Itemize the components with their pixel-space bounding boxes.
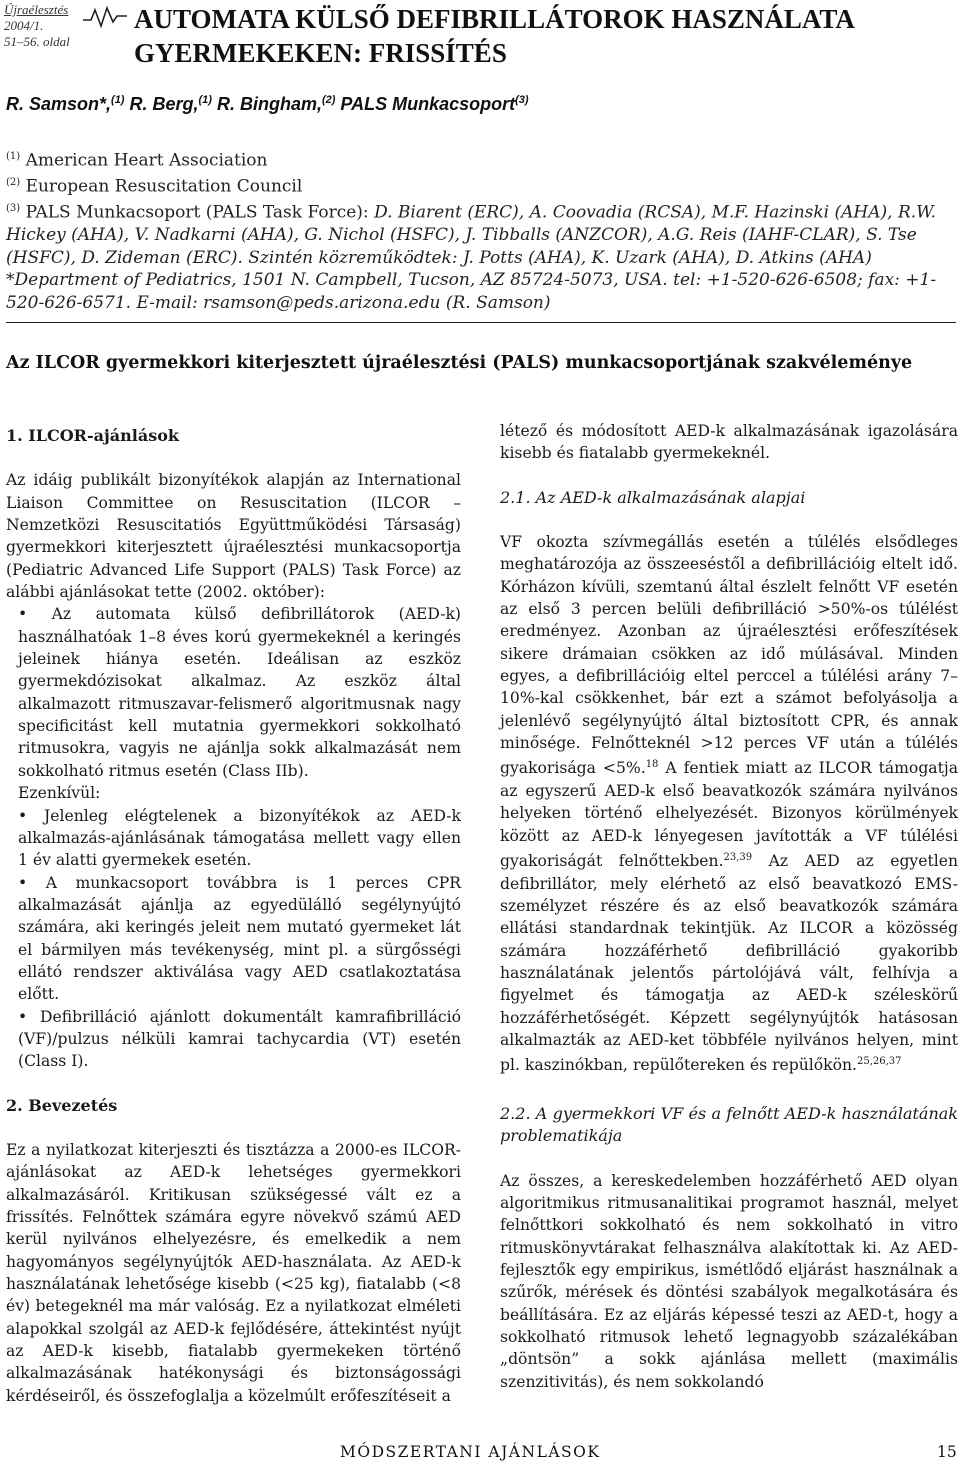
correspondence-address: *Department of Pediatrics, 1501 N. Campbell, Tucson, AZ 85724-5073, USA. (6, 270, 674, 291)
paragraph (500, 531, 958, 1077)
author-4-affiliation: (3) (515, 94, 529, 106)
paragraph: Az összes, a kereskedelemben hozzáférhető AED olyan algoritmikus ritmusanalitikai programot használ, melyet felnőttkori sokkolható és nem sokkolható in vitro ritmuskönyvtárakat felhasználva alakítottak ki. Az AED-fejlesztők egy empirikus, ismétlődő eljárást használnak a szűrők, mérések és döntési szabályok megalkotására és beállítására. Ez az eljárás képessé teszi az AED-t, hogy a sokkolható ritmusok lehető legnagyobb százalékában „döntsön” a sokk ajánlása mellett (maximális szenzitivitás), és nem sokkolandó (500, 1171, 958, 1391)
author-3: R. Bingham, (211, 94, 322, 114)
section-heading-2: 2. Bevezetés (6, 1095, 118, 1115)
left-column (6, 425, 461, 1407)
reference-marker: 23,39 (723, 852, 753, 864)
paragraph: Az idáig publikált bizonyítékok alapján az International Liaison Committee on Resuscitation (ILCOR – Nemzetközi Resuscitatiós Együttműködési Társaság) gyermekkori kiterjesztett újraélesztési munkacsoportja (Pediatric Advanced Life Support (PALS) Task Force) az alábbi ajánlásokat tette (2002. október): (6, 471, 461, 602)
bullet-item: • A munkacsoport továbbra is 1 perces CPR alkalmazását ajánlja az egyedülálló segélynyújtó számára, aki keringés jeleit nem mutató gyermeket lát el bármilyen más tevékenység, mint pl. a sürgősségi ellátó rendszer aktiválása vagy AED csatlakoztatása előtt. (6, 872, 461, 1006)
journal-name: Újraélesztés (4, 2, 69, 17)
reference-marker: 18 (645, 759, 659, 771)
author-2-affiliation: (1) (198, 94, 212, 106)
task-force-members: D. Biarent (ERC), A. Coovadia (RCSA), M.F. Hazinski (AHA), R.W. Hickey (AHA), V. Nadkarni (AHA), G. Nichol (HSFC), J. Tibballs (ANZCOR), A.G. Reis (IAHF-CLAR), S. Tse (HSFC), D. Zideman (ERC). Szintén közreműködtek: J. Potts (AHA), K. Uzark (AHA), D. Atkins (AHA) (6, 202, 937, 268)
affiliation-2-text: European Resuscitation Council (20, 176, 303, 197)
affiliation-3 (6, 198, 956, 269)
paragraph-text: Az AED az egyetlen defibrillátor, mely elérhető az első beavatkozó EMS-személyzet részére és az első beavatkozók számára ellátási standardnak tekintjük. Az ILCOR a közösség számára hozzáférhető defibrilláció gyakoribb használatának jelentős pártolójává vált, felhívja a figyelmet és támogatja az AED-k széleskörű hozzáférhetőségét. Képzett segélynyújtók hatásosan alkalmazták az AED-ket többféle nyilvános helyen, mint pl. kaszinókban, repülőtereken és repülőkön. (500, 852, 958, 1075)
subsection-heading-2-2: 2.2. A gyermekkori VF és a felnőtt AED-k használatának problematikája (500, 1103, 958, 1146)
title-line-1: AUTOMATA KÜLSŐ DEFIBRILLÁTOROK HASZNÁLATA (134, 4, 855, 34)
right-column (500, 420, 958, 1393)
section-heading-1: 1. ILCOR-ajánlások (6, 426, 179, 445)
author-1-affiliation: (1) (111, 94, 125, 106)
bullet-item: • Jelenleg elégtelenek a bizonyítékok az AED-k alkalmazás-ajánlásának támogatása mellett vagy ellen 1 év alatti gyermekek esetén. (6, 805, 461, 872)
paragraph: Ez a nyilatkozat kiterjeszti és tisztázza a 2000-es ILCOR-ajánlásokat az AED-k lehetséges gyermekkori alkalmazásáról. Kritikusan szükségessé vált ez a frissítés. Felnőttek számára egyre növekvő számú AED kerül nyilvános elhelyezésre, és emelkedik a nem hagyományos segélynyújtók AED-használata. Az AED-k használatának lehetősége kisebb (<25 kg), fiatalabb (<8 év) betegeknél ma már valóság. Ez a nyilatkozat elméleti alapokkal szolgál az AED-k fejlődésére, áttekintést nyújt az AED-k kisebb, fiatalabb gyermekeken történő alkalmazásának hatékonysági és biztonságossági kérdéseiről, és összefoglalja a közelmúlt erőfeszítéseit a (6, 1140, 461, 1405)
journal-citation (4, 2, 86, 50)
author-1: R. Samson*, (6, 94, 112, 114)
affiliation-1-text: American Heart Association (20, 150, 268, 171)
author-2: R. Berg, (124, 94, 199, 114)
paragraph: Ezenkívül: (18, 784, 101, 803)
affiliation-2-marker: (2) (6, 177, 21, 189)
affiliation-3-marker: (3) (6, 203, 21, 215)
affiliation-3-text: PALS Munkacsoport (PALS Task Force): (20, 202, 375, 223)
bullet-item: • Defibrilláció ajánlott dokumentált kamrafibrilláció (VF)/pulzus nélküli kamrai tachycardia (VT) esetén (Class I). (6, 1006, 461, 1073)
affiliation-1-marker: (1) (6, 151, 21, 162)
reference-marker: 25,26,37 (857, 1056, 902, 1068)
subsection-heading-2-1: 2.1. Az AED-k alkalmazásának alapjai (500, 487, 806, 507)
paragraph-text: VF okozta szívmegállás esetén a túlélés elsődleges meghatározója az összeeséstől a defibrillációig eltelt idő. Kórházon kívüli, szemtanú által észlelt felnőtt VF esetén az első 3 percen belüli defibrilláció >50%-os túlélést eredményez. Azonban az újraélesztési erőfeszítések sikere drámaian csökken az idő múlásával. Minden egyes, a defibrillációig eltel perccel a túlélési arány 7–10%-kal csökkenhet, bár ezt a számot befolyásolja a jelenlévő segélynyújtó által biztosított CPR, és annak minősége. Felnőtteknél >12 perces VF után a túlélés gyakorisága <5%. (500, 533, 958, 778)
header-divider (6, 322, 956, 323)
journal-pages: 51–56. oldal (4, 34, 70, 49)
correspondence-contact: tel: +1-520-626-6508; fax: +1-520-626-6571. E-mail: rsamson@peds.arizona.edu (R. Samson) (6, 270, 937, 313)
author-4: PALS Munkacsoport (335, 94, 516, 114)
journal-volume: 2004/1. (4, 18, 44, 33)
page-number: 15 (937, 1443, 957, 1461)
affiliations (6, 146, 956, 314)
affiliation-1 (6, 146, 956, 172)
paragraph: létező és módosított AED-k alkalmazásának igazolására kisebb és fiatalabb gyermekeknél. (500, 422, 958, 463)
article-subtitle: Az ILCOR gyermekkori kiterjesztett újraélesztési (PALS) munkacsoportjának szakvéleménye (6, 353, 913, 373)
bullet-item: • Az automata külső defibrillátorok (AED-k) használhatóak 1–8 éves korú gyermekeknél a keringés jeleinek hiánya esetén. Ideálisan az eszköz gyermekdózisokat alkalmaz. Az eszköz által alkalmazott ritmuszavar-felismerő algoritmusnak nagy specificitást kell mutatnia gyermekkori sokkolható ritmusokra, vagyis ne ajánlja sokk alkalmazását nem sokkolható ritmus esetén (Class IIb). (6, 603, 461, 782)
affiliation-2 (6, 172, 956, 198)
ecg-wave-icon (83, 6, 127, 28)
author-list (6, 94, 529, 115)
author-3-affiliation: (2) (321, 94, 336, 106)
page-footer (0, 1443, 960, 1467)
paragraph-text: A fentiek miatt az ILCOR támogatja az egyszerű AED-k első beavatkozók számára nyilvános helyeken történő elhelyezését. Bizonyos körülmények között az AED-k lényegesen javították a VF túlélési gyakoriságát felnőttekben. (500, 759, 958, 871)
article-title (134, 2, 954, 70)
title-line-2: GYERMEKEKEN: FRISSÍTÉS (134, 38, 507, 68)
section-label: MÓDSZERTANI AJÁNLÁSOK (340, 1443, 601, 1461)
correspondence (6, 269, 956, 314)
